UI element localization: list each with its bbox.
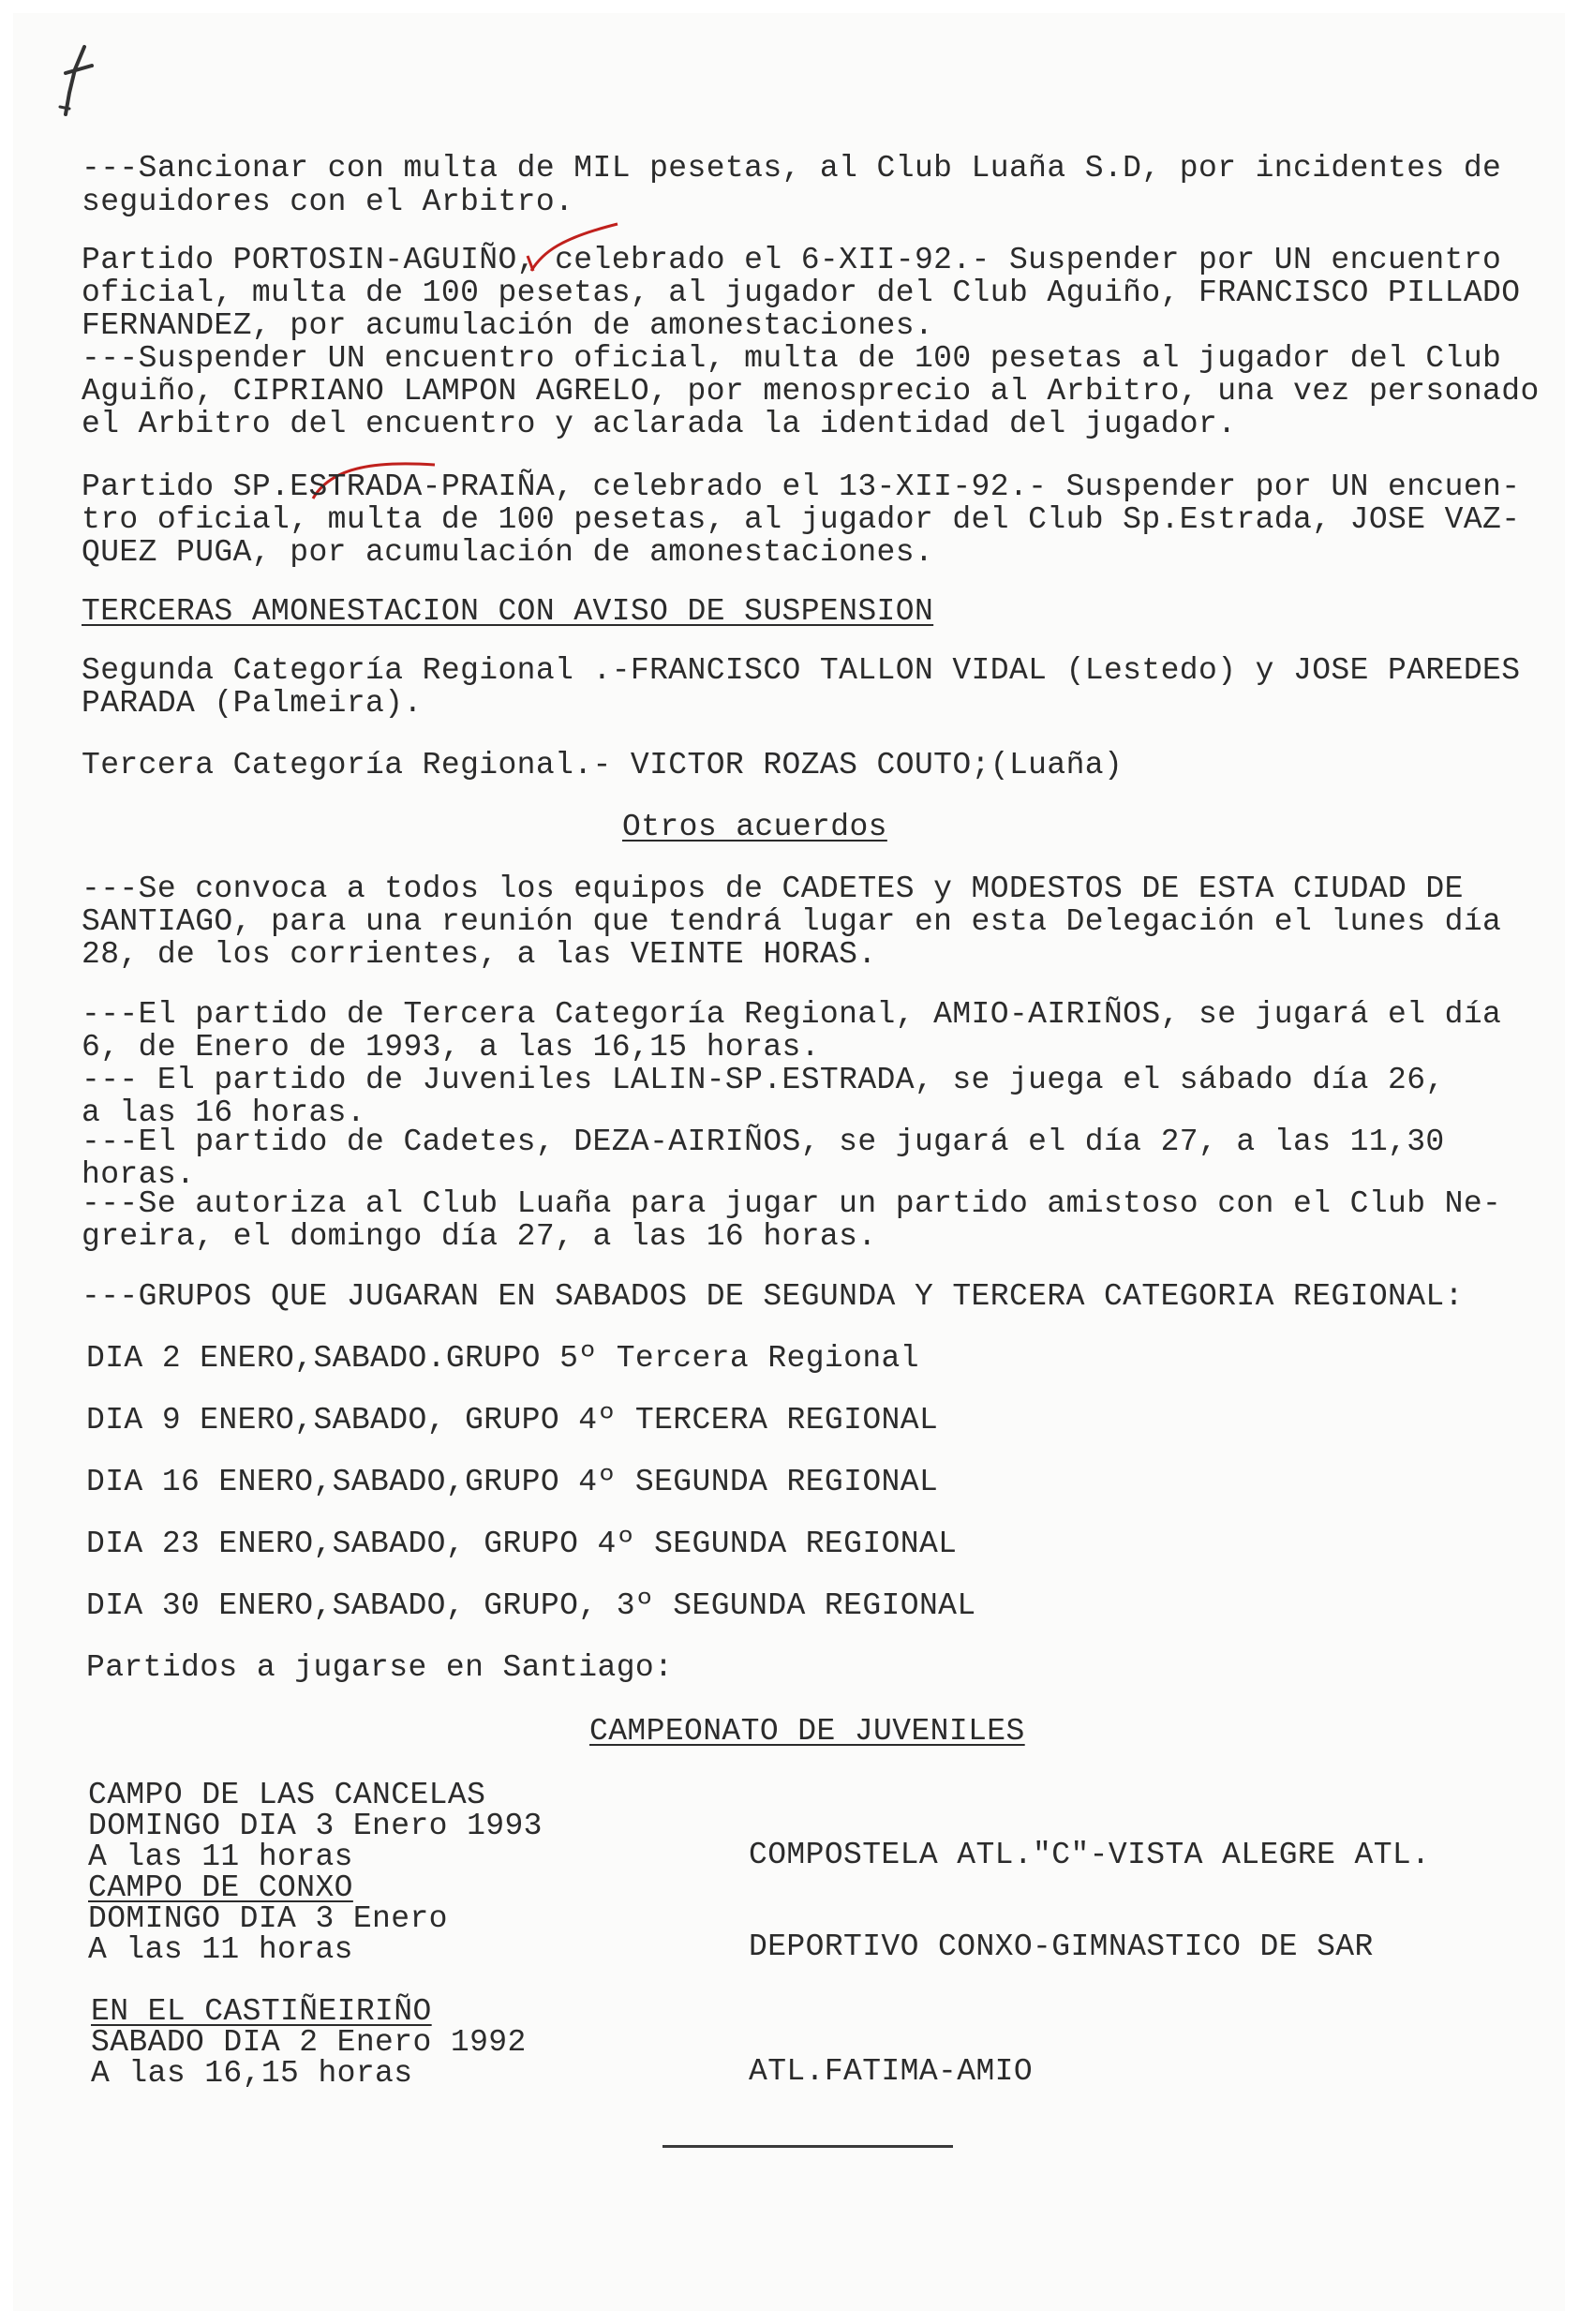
section-heading: TERCERAS AMONESTACION CON AVISO DE SUSPENSION xyxy=(82,594,934,629)
text-line: 6, de Enero de 1993, a las 16,15 horas. xyxy=(82,1030,820,1065)
closing-rule xyxy=(662,2145,953,2148)
text-line: Partido SP.ESTRADA-PRAIÑA, celebrado el 13-XII-92.- Suspender por UN encuen- xyxy=(82,469,1521,504)
schedule-line: DIA 16 ENERO,SABADO,GRUPO 4º SEGUNDA REGIONAL xyxy=(86,1465,939,1499)
text-line: el Arbitro del encuentro y aclarada la identidad del jugador. xyxy=(82,407,1237,441)
schedule-line: DIA 30 ENERO,SABADO, GRUPO, 3º SEGUNDA REGIONAL xyxy=(86,1588,976,1623)
match-line: DEPORTIVO CONXO-GIMNASTICO DE SAR xyxy=(749,1929,1374,1964)
section-heading: CAMPEONATO DE JUVENILES xyxy=(589,1714,1025,1749)
text-line: PARADA (Palmeira). xyxy=(82,686,423,721)
text-line: Aguiño, CIPRIANO LAMPON AGRELO, por menosprecio al Arbitro, una vez personado xyxy=(82,374,1540,409)
text-line: Segunda Categoría Regional .-FRANCISCO TALLON VIDAL (Lestedo) y JOSE PAREDES xyxy=(82,653,1521,688)
text-line: tro oficial, multa de 100 pesetas, al jugador del Club Sp.Estrada, JOSE VAZ- xyxy=(82,502,1521,537)
schedule-line: DIA 23 ENERO,SABADO, GRUPO 4º SEGUNDA REGIONAL xyxy=(86,1527,958,1561)
text-line: horas. xyxy=(82,1157,196,1192)
text-line: SANTIAGO, para una reunión que tendrá lugar en esta Delegación el lunes día xyxy=(82,904,1502,939)
section-heading: Otros acuerdos xyxy=(622,810,887,844)
match-line: ATL.FATIMA-AMIO xyxy=(749,2054,1034,2089)
venue-line: DOMINGO DIA 3 Enero xyxy=(88,1901,448,1936)
venue-line: A las 11 horas xyxy=(88,1840,353,1874)
text-line: Partidos a jugarse en Santiago: xyxy=(86,1650,674,1685)
text-line: QUEZ PUGA, por acumulación de amonestaciones. xyxy=(82,535,934,570)
venue-line: A las 16,15 horas xyxy=(91,2056,413,2091)
venue-line: A las 11 horas xyxy=(88,1932,353,1967)
text-line: seguidores con el Arbitro. xyxy=(82,185,574,219)
text-line: a las 16 horas. xyxy=(82,1095,366,1130)
venue-line: EN EL CASTIÑEIRIÑO xyxy=(91,1994,432,2029)
venue-line: CAMPO DE LAS CANCELAS xyxy=(88,1778,486,1812)
venue-line: CAMPO DE CONXO xyxy=(88,1870,353,1905)
text-line: ---Suspender UN encuentro oficial, multa de 100 pesetas al jugador del Club xyxy=(82,341,1502,376)
text-line: ---El partido de Tercera Categoría Regional, AMIO-AIRIÑOS, se jugará el día xyxy=(82,997,1502,1032)
text-line: Tercera Categoría Regional.- VICTOR ROZAS COUTO;(Luaña) xyxy=(82,748,1124,782)
text-line: ---Se autoriza al Club Luaña para jugar un partido amistoso con el Club Ne- xyxy=(82,1186,1502,1221)
text-line: FERNANDEZ, por acumulación de amonestaciones. xyxy=(82,308,934,343)
text-line: greira, el domingo día 27, a las 16 horas. xyxy=(82,1219,877,1254)
venue-line: SABADO DIA 2 Enero 1992 xyxy=(91,2025,527,2060)
schedule-line: DIA 2 ENERO,SABADO.GRUPO 5º Tercera Regional xyxy=(86,1341,919,1376)
document-page xyxy=(13,13,1565,2311)
text-line: ---El partido de Cadetes, DEZA-AIRIÑOS, se jugará el día 27, a las 11,30 xyxy=(82,1125,1445,1159)
text-line: ---Se convoca a todos los equipos de CADETES y MODESTOS DE ESTA CIUDAD DE xyxy=(82,872,1464,906)
text-line: 28, de los corrientes, a las VEINTE HORAS. xyxy=(82,937,877,972)
match-line: COMPOSTELA ATL."C"-VISTA ALEGRE ATL. xyxy=(749,1838,1431,1872)
schedule-line: DIA 9 ENERO,SABADO, GRUPO 4º TERCERA REGIONAL xyxy=(86,1403,939,1438)
text-line: --- El partido de Juveniles LALIN-SP.ESTRADA, se juega el sábado día 26, xyxy=(82,1063,1445,1097)
text-line: ---GRUPOS QUE JUGARAN EN SABADOS DE SEGUNDA Y TERCERA CATEGORIA REGIONAL: xyxy=(82,1279,1464,1314)
text-line: Partido PORTOSIN-AGUIÑO, celebrado el 6-XII-92.- Suspender por UN encuentro xyxy=(82,243,1502,277)
venue-line: DOMINGO DIA 3 Enero 1993 xyxy=(88,1809,543,1843)
text-line: ---Sancionar con multa de MIL pesetas, al Club Luaña S.D, por incidentes de xyxy=(82,151,1502,186)
handwritten-corner-mark xyxy=(47,41,103,126)
text-line: oficial, multa de 100 pesetas, al jugador del Club Aguiño, FRANCISCO PILLADO xyxy=(82,276,1521,310)
